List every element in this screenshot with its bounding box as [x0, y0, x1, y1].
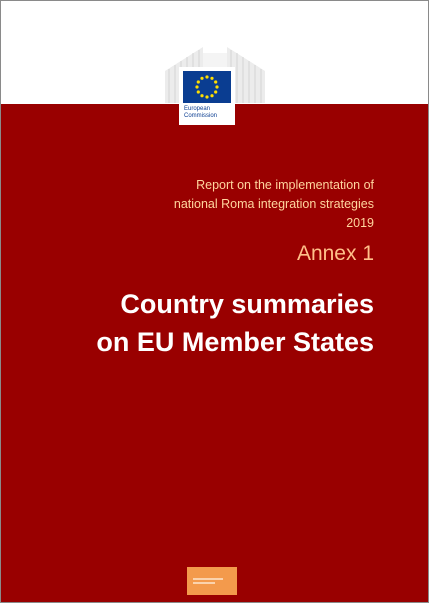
logo-line-1: European [184, 106, 211, 112]
report-title-line-1: Report on the implementation of [196, 178, 374, 192]
logo-text [184, 106, 234, 119]
eu-flag-icon [183, 71, 231, 103]
european-commission-logo [159, 45, 271, 124]
main-title-line-2: on EU Member States [96, 327, 374, 357]
logo-line-2: Commission [184, 112, 218, 119]
badge-mark-2 [193, 582, 215, 584]
publications-badge [187, 567, 237, 595]
report-year: 2019 [346, 216, 374, 230]
badge-mark [193, 578, 223, 580]
report-title-line-2: national Roma integration strategies [173, 197, 374, 211]
annex-label: Annex 1 [296, 242, 374, 265]
main-title-line-1: Country summaries [120, 289, 374, 319]
